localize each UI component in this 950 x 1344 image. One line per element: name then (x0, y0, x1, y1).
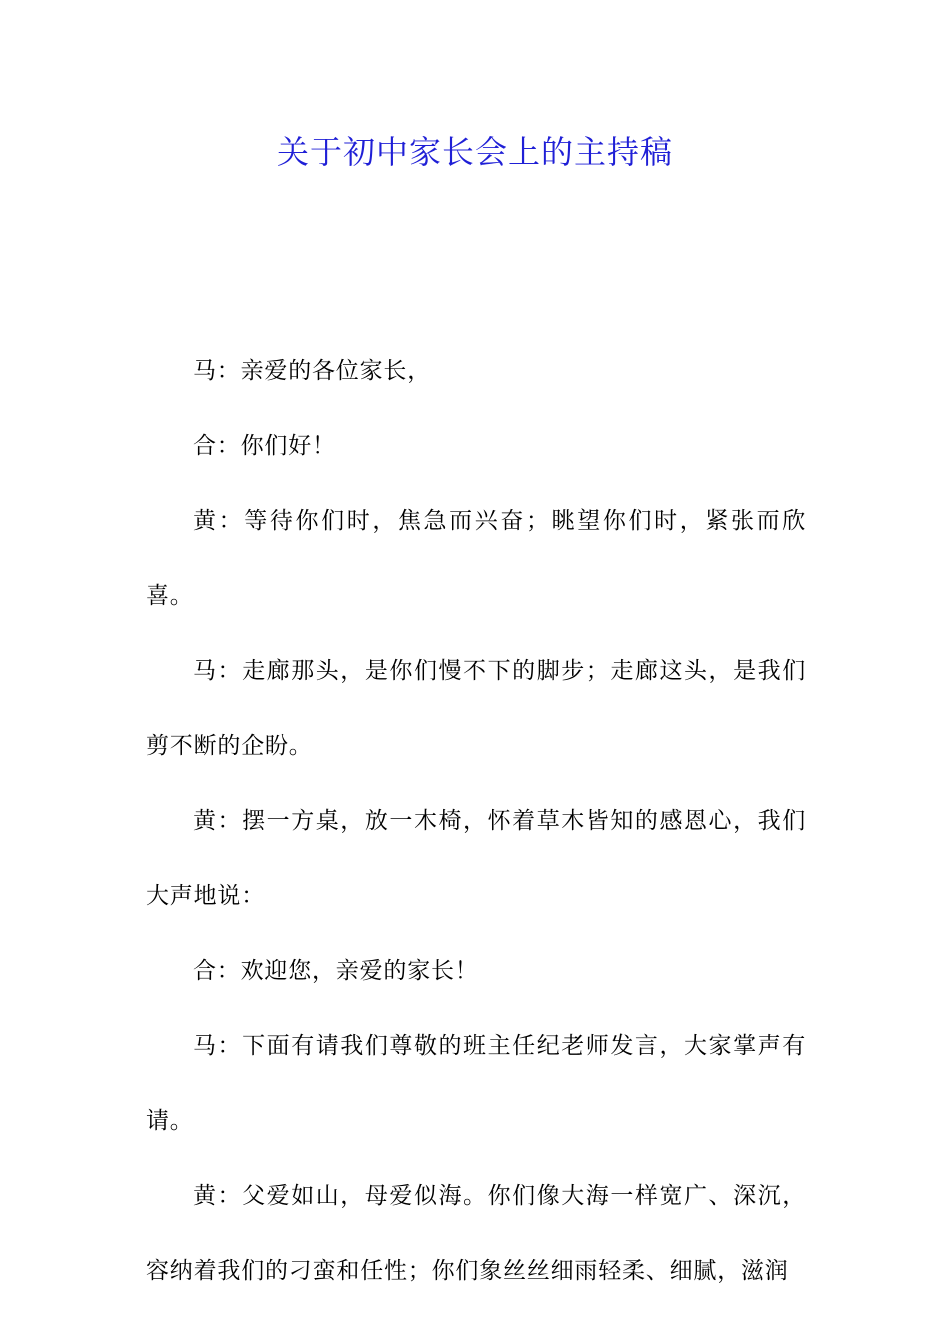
paragraph: 黄：父爱如山，母爱似海。你们像大海一样宽广、深沉，容纳着我们的刁蛮和任性；你们象丝丝细雨轻柔、细腻，滋润 (146, 1183, 806, 1284)
document-title: 关于初中家长会上的主持稿 (276, 133, 673, 171)
paragraph: 合：欢迎您，亲爱的家长！ (193, 958, 479, 984)
paragraph: 黄：摆一方桌，放一木椅，怀着草木皆知的感恩心，我们大声地说： (146, 808, 806, 909)
paragraph: 马：走廊那头，是你们慢不下的脚步；走廊这头，是我们剪不断的企盼。 (146, 658, 806, 759)
paragraph: 马：下面有请我们尊敬的班主任纪老师发言，大家掌声有请。 (146, 1033, 806, 1134)
paragraph: 黄：等待你们时，焦急而兴奋；眺望你们时，紧张而欣喜。 (146, 508, 806, 609)
paragraph: 马：亲爱的各位家长， (193, 358, 431, 384)
document-body (146, 334, 806, 1309)
paragraph: 合：你们好！ (193, 433, 336, 459)
